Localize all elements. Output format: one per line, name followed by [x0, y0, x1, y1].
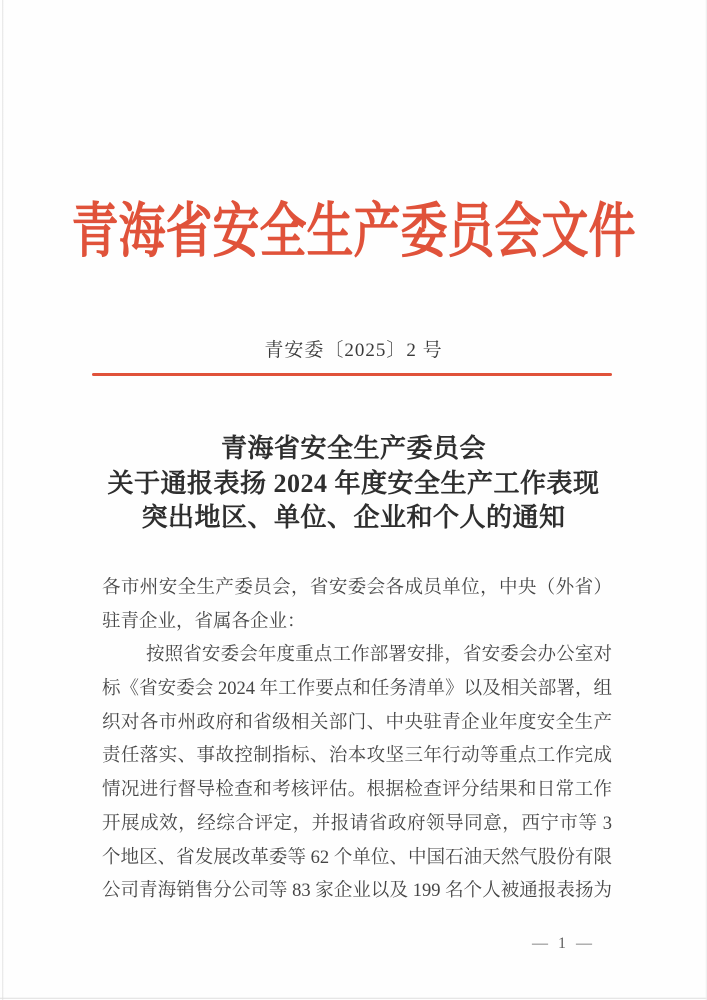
document-title-line-2: 关于通报表扬 2024 年度安全生产工作表现 [107, 468, 600, 498]
salutation-line-2: 驻青企业，省属各企业： [102, 611, 306, 632]
body-text-line: 织对各市州政府和省级相关部门、中央驻青企业年度安全生产 [102, 712, 612, 733]
document-title-line-3: 突出地区、单位、企业和个人的通知 [141, 503, 566, 532]
red-divider-rule [92, 373, 612, 376]
document-body [102, 572, 612, 909]
body-text-line: 责任落实、事故控制指标、治本攻坚三年行动等重点工作完成 [102, 746, 612, 767]
scan-edge-bottom [0, 997, 707, 999]
document-title [0, 432, 707, 536]
body-text-line: 按照省安委会年度重点工作部署安排，省安委会办公室对 [146, 645, 612, 666]
page-number: — 1 — [532, 935, 595, 952]
document-reference-number: 青安委〔2025〕2 号 [264, 340, 443, 361]
body-text-line: 个地区、省发展改革委等 62 个单位、中国石油天然气股份有限 [102, 847, 612, 868]
document-title-line-1: 青海省安全生产委员会 [220, 434, 486, 463]
body-text-line: 公司青海销售分公司等 83 家企业以及 199 名个人被通报表扬为 [102, 881, 612, 902]
body-text-line: 情况进行督导检查和考核评估。根据检查评分结果和日常工作 [102, 780, 612, 801]
salutation-line-1: 各市州安全生产委员会，省安委会各成员单位，中央（外省） [102, 578, 612, 598]
red-letterhead-agency-title: 青海省安全生产委员会文件 [71, 199, 636, 266]
body-text-line: 开展成效，经综合评定，并报请省政府领导同意，西宁市等 3 [102, 813, 612, 834]
body-text-line: 标《省安委会 2024 年工作要点和任务清单》以及相关部署，组 [102, 679, 612, 700]
